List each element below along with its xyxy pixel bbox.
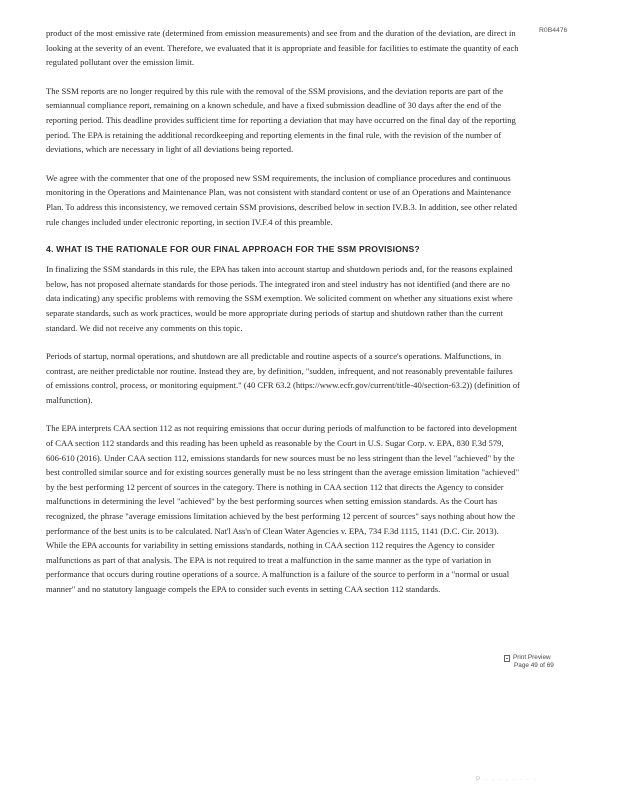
section-heading: 4. WHAT IS THE RATIONALE FOR OUR FINAL APPROACH FOR THE SSM PROVISIONS? xyxy=(46,244,420,255)
stamp-title: Print Preview xyxy=(513,654,551,661)
footer-mark: P · · · · · · · · xyxy=(476,776,538,783)
paragraph: Periods of startup, normal operations, and shutdown are all predictable and routine aspects of a source's operations. Malfunctions, in contrast, are neither predictable nor routine. Instead they are, by definition, "sudden, infrequent, and not reasonably preventable failures of emissions control, process, or monitoring equipment." (40 CFR 63.2 (https://www.ecfr.gov/current/title-40/section-63.2)) (definition of malfunction). xyxy=(46,351,520,405)
document-icon xyxy=(504,655,510,662)
paragraph: product of the most emissive rate (determined from emission measurements) and see from and the duration of the deviation, are direct in looking at the severity of an event. Therefore, we evaluated that it is appropriate and feasible for facilities to estimate the quantity of each regulated pollutant over the emission limit. xyxy=(46,28,519,68)
document-body xyxy=(46,26,520,611)
paragraph: The EPA interprets CAA section 112 as not requiring emissions that occur during periods of malfunction to be factored into development of CAA section 112 standards and this reading has been upheld as reasonable by the Court in U.S. Sugar Corp. v. EPA, 830 F.3d 579, 606-610 (2016). Under CAA section 112, emissions standards for new sources must be no less stringent than the level "achieved" by the best controlled similar source and for existing sources generally must be no less stringent than the average emission limitation "achieved" by the best performing 12 percent of sources in the category. There is nothing in CAA section 112 that directs the Agency to consider malfunctions in determining the level "achieved" by the best performing sources when setting emission standards. As the Court has recognized, the phrase "average emissions limitation achieved by the best performing 12 percent of sources" says nothing about how the performance of the best units is to be calculated. Nat'l Ass'n of Clean Water Agencies v. EPA, 734 F.3d 1115, 1141 (D.C. Cir. 2013). While the EPA accounts for variability in setting emissions standards, nothing in CAA section 112 requires the Agency to consider malfunctions as part of that analysis. The EPA is not required to treat a malfunction in the same manner as the type of variation in performance that occurs during routine operations of a source. A malfunction is a failure of the source to perform in a "normal or usual manner" and no statutory language compels the EPA to consider such events in setting CAA section 112 standards. xyxy=(46,423,520,594)
paragraph: The SSM reports are no longer required by this rule with the removal of the SSM provisions, and the deviation reports are part of the semiannual compliance report, remaining on a known schedule, and have a fixed submission deadline of 30 days after the end of the reporting period. This deadline provides sufficient time for reporting a deviation that may have occurred on the final day of the reporting period. The EPA is retaining the additional recordkeeping and reporting elements in the final rule, with the revision of the number of deviations, which are necessary in light of all deviations being reported. xyxy=(46,85,516,155)
stamp-page: Page 49 of 69 xyxy=(514,662,554,669)
document-id: R0B4476 xyxy=(539,27,568,34)
paragraph: We agree with the commenter that one of the proposed new SSM requirements, the inclusion of compliance procedures and continuous monitoring in the Operations and Maintenance Plan, was not consistent with standard content or use of an Operations and Maintenance Plan. To address this inconsistency, we removed certain SSM provisions, described below in section IV.B.3. In addition, see other related rule changes included under electronic reporting, in section IV.F.4 of this preamble. xyxy=(46,172,518,227)
paragraph: In finalizing the SSM standards in this rule, the EPA has taken into account startup and shutdown periods and, for the reasons explained below, has not proposed alternate standards for those periods. The integrated iron and steel industry has not identified (and there are no data indicating) any specific problems with removing the SSM exemption. We solicited comment on whether any situations exist where separate standards, such as work practices, would be more appropriate during periods of startup and shutdown rather than the current standard. We did not receive any comments on this topic. xyxy=(46,264,513,333)
print-preview-stamp[interactable] xyxy=(504,654,584,670)
